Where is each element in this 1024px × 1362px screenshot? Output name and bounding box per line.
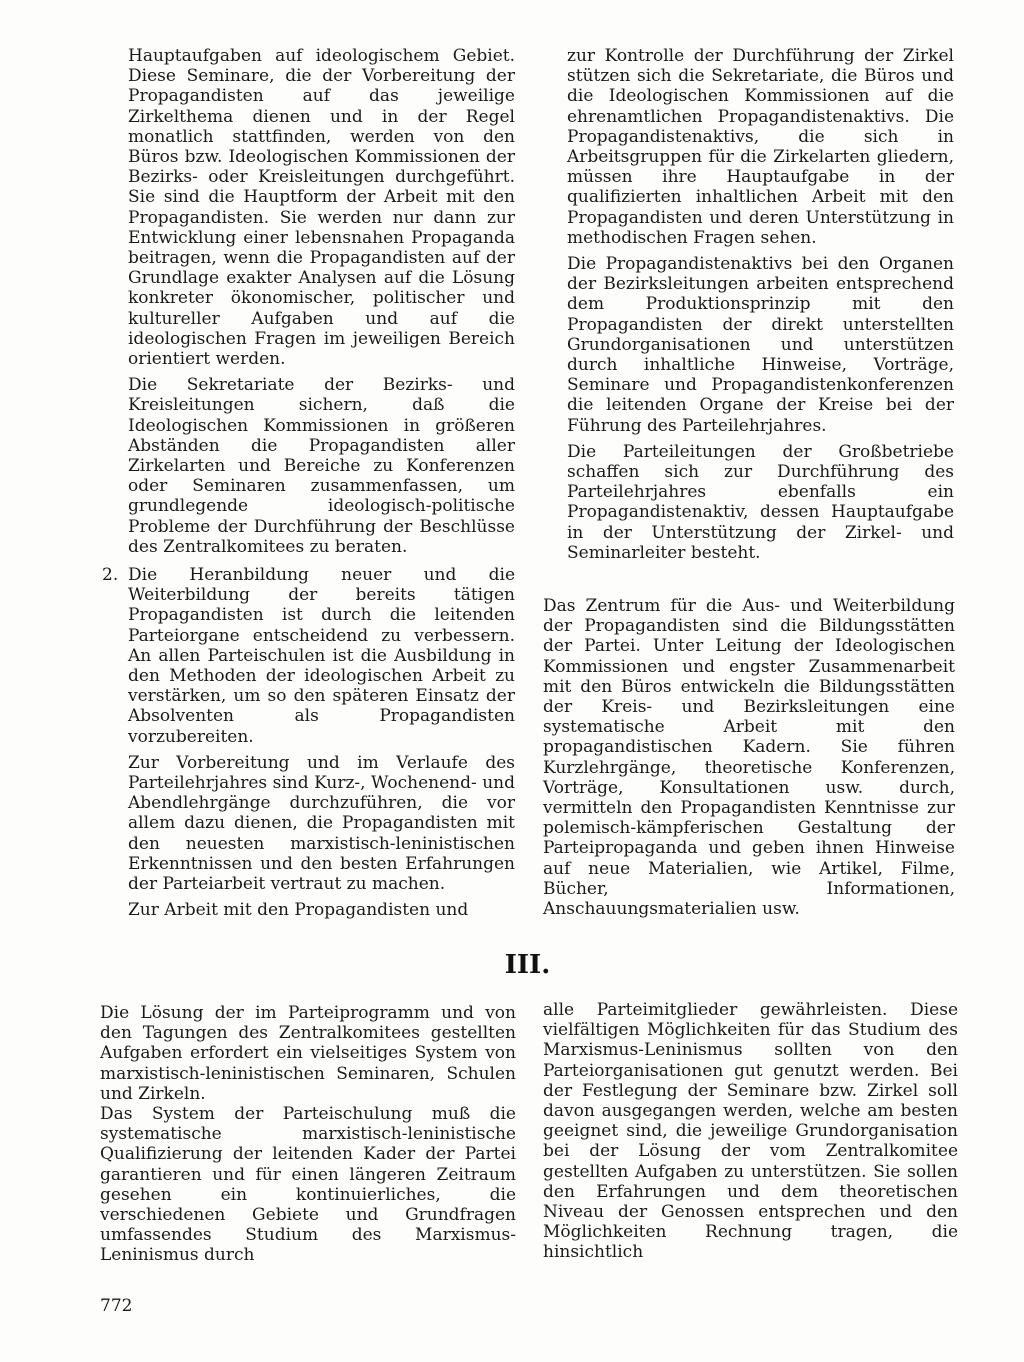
section-heading: III. — [504, 950, 551, 980]
paragraph: Die Parteileitungen der Großbetriebe schaffen sich zur Durchführung des Parteilehrjahres ebenfalls ein Propagandistenaktiv, dessen Hauptaufgabe in der Unterstützung der Zirkel- und Seminarleiter besteht. — [567, 441, 954, 563]
paragraph: Die Lösung der im Parteiprogramm und von den Tagungen des Zentralkomitees gestellten Aufgaben erfordert ein vielseitiges System von marxistisch-leninistischen Seminaren, Schulen und Zirkeln. — [100, 1003, 516, 1104]
paragraph: Hauptaufgaben auf ideologischem Gebiet. Diese Seminare, die der Vorbereitung der Propagandisten auf das jeweilige Zirkelthema dienen und in der Regel monatlich stattfinden, werden von den Büros bzw. Ideologischen Kommissionen der Bezirks- oder Kreisleitungen durchgeführt. Sie sind die Hauptform der Arbeit mit den Propagandisten. Sie werden nur dann zur Entwicklung einer lebensnahen Propaganda beitragen, wenn die Propagandisten auf der Grundlage exakter Analysen auf die Lösung konkreter ökonomischer, politischer und kultureller Aufgaben und auf die ideologischen Fragen im jeweiligen Bereich orientiert werden. — [128, 46, 515, 370]
paragraph: Die Sekretariate der Bezirks- und Kreisleitungen sichern, daß die Ideologischen Kommissionen in größeren Abständen die Propagandisten aller Zirkelarten und Bereiche zu Konferenzen oder Seminaren zusammenfassen, um grundlegende ideologisch-politische Probleme der Durchführung der Beschlüsse des Zentralkomitees zu beraten. — [128, 375, 515, 557]
upper-right-column-cont — [543, 596, 955, 919]
paragraph: Das Zentrum für die Aus- und Weiterbildung der Propagandisten sind die Bildungsstätten der Partei. Unter Leitung der Ideologischen Kommissionen und engster Zusammenarbeit mit den Büros entwickeln die Bildungsstätten der Kreis- und Bezirksleitungen eine systematische Arbeit mit den propagandistischen Kadern. Sie führen Kurzlehrgänge, theoretische Konferenzen, Vorträge, Konsultationen usw. durch, vermitteln den Propagandisten Kenntnisse zur polemisch-kämpferischen Gestaltung der Parteipropaganda und geben ihnen Hinweise auf neue Materialien, wie Artikel, Filme, Bücher, Informationen, Anschauungsmaterialien usw. — [543, 596, 955, 920]
upper-left-column — [128, 46, 515, 557]
page-number: 772 — [100, 1296, 133, 1316]
paragraph: Die Propagandistenaktivs bei den Organen der Bezirksleitungen arbeiten entsprechend dem Produktionsprinzip mit den Propagandisten der direkt unterstellten Grundorganisationen und unterstützen durch inhaltliche Hinweise, Vorträge, Seminare und Propagandistenkonferenzen die leitenden Organe der Kreise bei der Führung des Parteilehrjahres. — [567, 254, 954, 436]
paragraph: Die Heranbildung neuer und die Weiterbildung der bereits tätigen Propagandisten ist durch die leitenden Parteiorgane entscheidend zu verbessern. An allen Parteischulen ist die Ausbildung in den Methoden der ideologischen Arbeit zu verstärken, um so den späteren Einsatz der Absolventen als Propagandisten vorzubereiten. — [128, 565, 515, 747]
paragraph: alle Parteimitglieder gewährleisten. Diese vielfältigen Möglichkeiten für das Studium des Marxismus-Leninismus sollten von den Parteiorganisationen gut genutzt werden. Bei der Festlegung der Seminare bzw. Zirkel soll davon ausgegangen werden, welche am besten geeignet sind, die jeweilige Grundorganisation bei der Lösung der vom Zentralkomitee gestellten Aufgaben zu unterstützen. Sie sollen den Erfahrungen und dem theoretischen Niveau der Genossen entsprechen und den Möglichkeiten Rechnung tragen, die hinsichtlich — [543, 1000, 958, 1263]
paragraph: Zur Vorbereitung und im Verlaufe des Parteilehrjahres sind Kurz-, Wochenend- und Abendlehrgänge durchzuführen, die vor allem dazu dienen, die Propagandisten mit den neuesten marxistisch-leninistischen Erkenntnissen und den besten Erfahrungen der Parteiarbeit vertraut zu machen. — [128, 752, 515, 895]
lower-left-column — [100, 1003, 516, 1266]
upper-right-column — [567, 46, 954, 563]
item-number: 2. — [102, 565, 119, 585]
paragraph: Zur Arbeit mit den Propagandisten und — [128, 900, 469, 921]
paragraph: zur Kontrolle der Durchführung der Zirkel stützen sich die Sekretariate, die Büros und die Ideologischen Kommissionen auf die ehrenamtlichen Propagandistenaktivs. Die Propagandistenaktivs, die sich in Arbeitsgruppen für die Zirkelarten gliedern, müssen ihre Hauptaufgabe in der qualifizierten inhaltlichen Arbeit mit den Propagandisten und deren Unterstützung in methodischen Fragen sehen. — [567, 46, 954, 248]
paragraph: Das System der Parteischulung muß die systematische marxistisch-leninistische Qualifizierung der leitenden Kader der Partei garantieren und für einen längeren Zeitraum gesehen ein kontinuierliches, die verschiedenen Gebiete und Grundfragen umfassendes Studium des Marxismus-Leninismus durch — [100, 1104, 516, 1266]
numbered-item-2 — [100, 565, 515, 920]
lower-right-column — [543, 1000, 958, 1263]
